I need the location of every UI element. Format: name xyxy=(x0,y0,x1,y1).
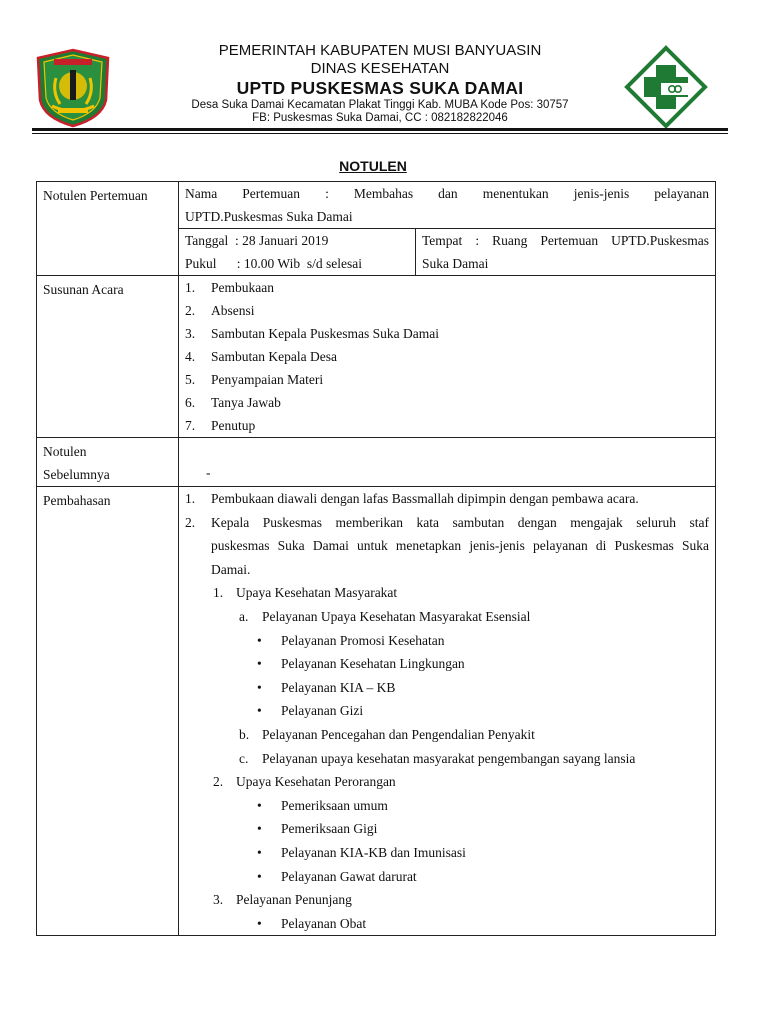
label-pembahasan: Pembahasan xyxy=(37,487,179,936)
label-notulen-pertemuan: Notulen Pertemuan xyxy=(37,182,179,276)
agenda-item xyxy=(185,391,709,414)
section-2-number: 2. xyxy=(213,774,224,790)
section-1c xyxy=(185,747,709,771)
agenda-item xyxy=(185,299,709,322)
bullet-item xyxy=(185,699,709,723)
discussion-cell xyxy=(179,487,716,936)
discussion-item-1-text: Pembukaan diawali dengan lafas Bassmallah dipimpin dengan pembawa acara. xyxy=(211,491,639,506)
bullet-icon: • xyxy=(257,632,262,648)
bullet-item-text: Pelayanan KIA-KB dan Imunisasi xyxy=(281,844,466,860)
row-notulen-sebelumnya xyxy=(37,438,716,487)
label-notulen-sebelumnya-2: Sebelumnya xyxy=(43,467,110,482)
bullet-item xyxy=(185,652,709,676)
bullet-icon: • xyxy=(257,868,262,884)
section-1 xyxy=(185,581,709,605)
bullet-item-text: Pemeriksaan Gigi xyxy=(281,821,378,837)
section-3-list xyxy=(185,912,709,936)
section-2-list xyxy=(185,794,709,888)
section-1b xyxy=(185,723,709,747)
bullet-icon: • xyxy=(257,703,262,719)
agenda-item-number: 6. xyxy=(185,395,196,410)
date-time-cell xyxy=(179,229,416,276)
bullet-item xyxy=(185,676,709,700)
agenda-item-number: 3. xyxy=(185,326,196,341)
bullet-item-text: Pelayanan KIA – KB xyxy=(281,679,396,695)
bullet-icon: • xyxy=(257,844,262,860)
section-2 xyxy=(185,770,709,794)
bullet-icon: • xyxy=(257,915,262,931)
bullet-item xyxy=(185,794,709,818)
bullet-item-text: Pemeriksaan umum xyxy=(281,797,388,813)
bullet-item-text: Pelayanan Gizi xyxy=(281,703,364,719)
agenda-item-number: 2. xyxy=(185,303,196,318)
section-1a xyxy=(185,605,709,629)
place-cell xyxy=(416,229,716,276)
agenda-item-text: Penutup xyxy=(211,418,256,433)
meeting-name-cell xyxy=(179,182,716,229)
row-notulen-pertemuan xyxy=(37,182,716,229)
puskesmas-cross-emblem-icon xyxy=(624,45,708,129)
agenda-item-text: Sambutan Kepala Desa xyxy=(211,349,337,364)
header-rule-thin xyxy=(32,133,728,134)
section-1b-title: Pelayanan Pencegahan dan Pengendalian Penyakit xyxy=(262,726,535,742)
bullet-item xyxy=(185,865,709,889)
agenda-item-text: Sambutan Kepala Puskesmas Suka Damai xyxy=(211,326,439,341)
discussion-item-2 xyxy=(185,511,709,582)
section-1a-list xyxy=(185,629,709,723)
agenda-item xyxy=(185,322,709,345)
bullet-item xyxy=(185,841,709,865)
header-contact: FB: Puskesmas Suka Damai, CC : 082182822046 xyxy=(252,112,508,124)
agenda-item xyxy=(185,345,709,368)
discussion-item-2-line2: puskesmas Suka Damai untuk menetapkan jenis-jenis pelayanan di Puskesmas Suka xyxy=(211,538,709,554)
agenda-item-text: Pembukaan xyxy=(211,280,274,295)
previous-minutes-cell xyxy=(179,438,716,487)
section-1a-letter: a. xyxy=(239,608,249,624)
bullet-item-text: Pelayanan Kesehatan Lingkungan xyxy=(281,656,465,672)
bullet-icon: • xyxy=(257,797,262,813)
agenda-item-number: 1. xyxy=(185,280,196,295)
agenda-item-text: Penyampaian Materi xyxy=(211,372,324,387)
section-1a-title: Pelayanan Upaya Kesehatan Masyarakat Esensial xyxy=(262,608,531,624)
bullet-icon: • xyxy=(257,679,262,695)
label-notulen-sebelumnya xyxy=(37,438,179,487)
header-address: Desa Suka Damai Kecamatan Plakat Tinggi Kab. MUBA Kode Pos: 30757 xyxy=(191,99,569,111)
label-notulen-sebelumnya-1: Notulen xyxy=(43,444,87,459)
section-1-title: Upaya Kesehatan Masyarakat xyxy=(236,585,398,601)
header-rule-thick xyxy=(32,128,728,131)
bullet-item-text: Pelayanan Gawat darurat xyxy=(281,868,417,884)
discussion-item-1-number: 1. xyxy=(185,491,196,506)
section-1b-letter: b. xyxy=(239,726,250,742)
previous-minutes-value: - xyxy=(206,465,211,480)
discussion-item-2-line3: Damai. xyxy=(211,561,251,577)
agenda-item xyxy=(185,414,709,437)
bullet-item xyxy=(185,912,709,936)
bullet-item xyxy=(185,629,709,653)
section-1c-title: Pelayanan upaya kesehatan masyarakat pengembangan sayang lansia xyxy=(262,750,636,766)
section-1-number: 1. xyxy=(213,585,224,601)
bullet-item-text: Pelayanan Obat xyxy=(281,915,367,931)
meeting-time: Pukul : 10.00 Wib s/d selesai xyxy=(185,256,362,271)
meeting-place-cont: Suka Damai xyxy=(422,256,489,271)
header-department: DINAS KESEHATAN xyxy=(310,60,450,77)
bullet-item xyxy=(185,817,709,841)
section-3-number: 3. xyxy=(213,892,224,908)
header-institution: UPTD PUSKESMAS SUKA DAMAI xyxy=(236,78,524,98)
row-pembahasan xyxy=(37,487,716,936)
agenda-item-number: 5. xyxy=(185,372,196,387)
discussion-item-2-line1: Kepala Puskesmas memberikan kata sambutan dengan mengajak seluruh staf xyxy=(211,514,709,530)
agenda-item xyxy=(185,276,709,299)
section-3-title: Pelayanan Penunjang xyxy=(236,892,352,908)
bullet-icon: • xyxy=(257,821,262,837)
notulen-table xyxy=(36,181,716,936)
meeting-name: Nama Pertemuan : Membahas dan menentukan jenis-jenis pelayanan xyxy=(185,186,709,201)
meeting-date: Tanggal : 28 Januari 2019 xyxy=(185,233,329,248)
letterhead xyxy=(0,0,768,132)
meeting-place: Tempat : Ruang Pertemuan UPTD.Puskesmas xyxy=(422,233,709,248)
label-susunan-acara: Susunan Acara xyxy=(37,276,179,438)
agenda-item-text: Absensi xyxy=(211,303,255,318)
agenda-item-number: 4. xyxy=(185,349,196,364)
row-susunan-acara xyxy=(37,276,716,438)
section-2-title: Upaya Kesehatan Perorangan xyxy=(236,774,396,790)
agenda-item-number: 7. xyxy=(185,418,196,433)
agenda-item xyxy=(185,368,709,391)
document-title: NOTULEN xyxy=(339,158,407,174)
header-government: PEMERINTAH KABUPATEN MUSI BANYUASIN xyxy=(218,42,542,59)
musi-banyuasin-emblem-icon xyxy=(34,48,112,128)
discussion-item-2-number: 2. xyxy=(185,514,196,530)
agenda-list xyxy=(185,276,709,437)
agenda-item-text: Tanya Jawab xyxy=(211,395,281,410)
meeting-name-cont: UPTD.Puskesmas Suka Damai xyxy=(185,209,353,224)
section-1c-letter: c. xyxy=(239,750,249,766)
section-3 xyxy=(185,888,709,912)
agenda-cell xyxy=(179,276,716,438)
discussion-item-1 xyxy=(185,487,709,511)
bullet-icon: • xyxy=(257,656,262,672)
bullet-item-text: Pelayanan Promosi Kesehatan xyxy=(281,632,445,648)
